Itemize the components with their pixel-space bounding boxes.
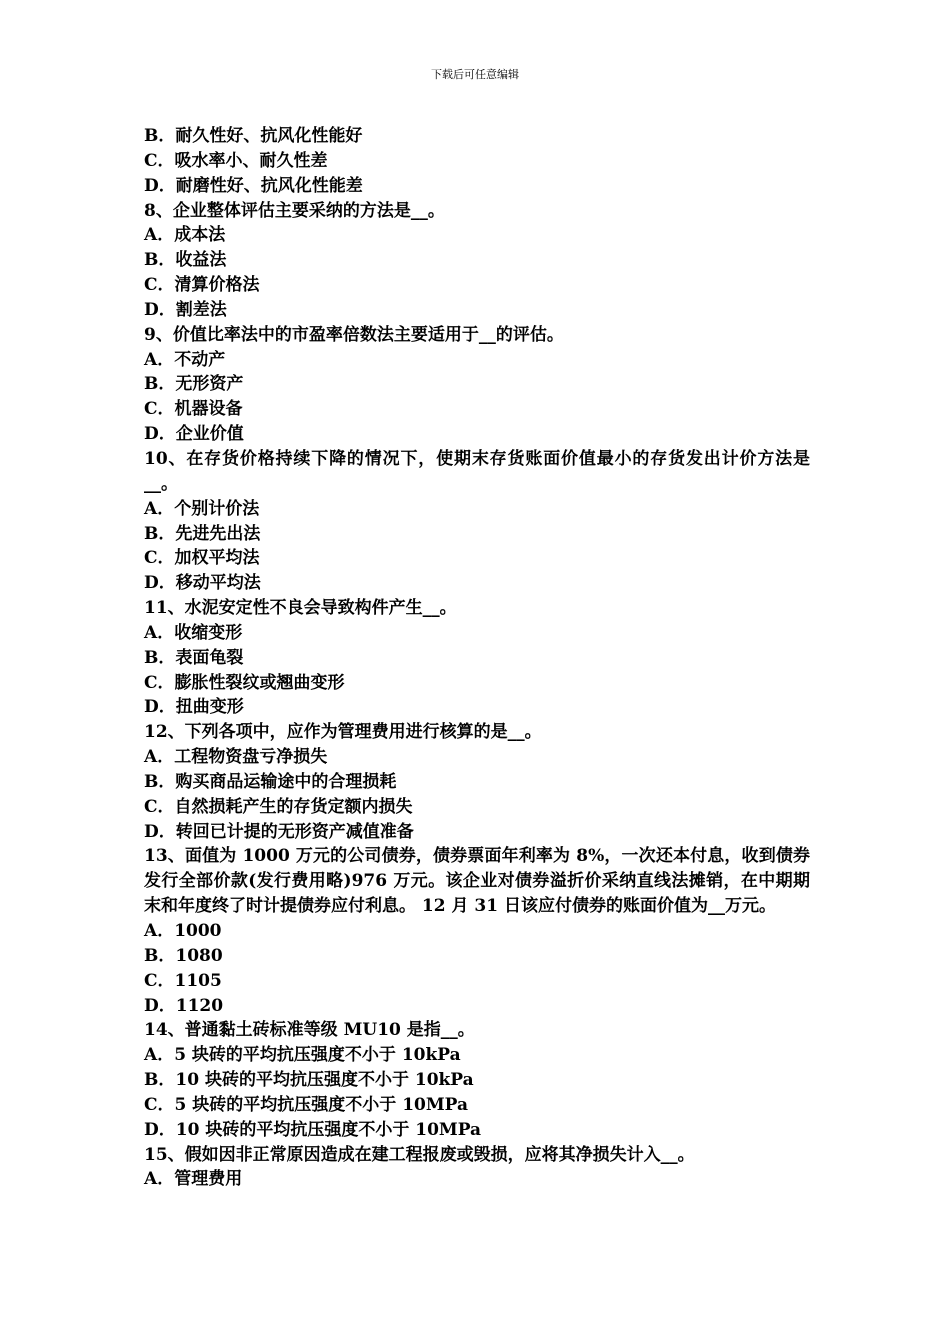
- question-10: 10、在存货价格持续下降的情况下，使期末存货账面价值最小的存货发出计价方法是__。: [144, 448, 810, 494]
- option-b: B．耐久性好、抗风化性能好: [144, 126, 363, 146]
- option-a: A．1000: [144, 921, 222, 941]
- option-c: C．清算价格法: [144, 275, 260, 296]
- option-c: C．1105: [144, 970, 222, 991]
- option-a: A．不动产: [144, 349, 226, 370]
- document-body: [144, 124, 810, 1192]
- option-d: D．企业价值: [144, 424, 244, 445]
- question-11: 11、水泥安定性不良会导致构件产生__。: [144, 598, 457, 619]
- option-d: D．10 块砖的平均抗压强度不小于 10MPa: [144, 1119, 482, 1140]
- option-d: D．移动平均法: [144, 573, 261, 594]
- option-d: D．转回已计提的无形资产减值准备: [144, 821, 414, 842]
- option-b: B．先进先出法: [144, 523, 261, 544]
- option-a: A．个别计价法: [144, 498, 260, 519]
- question-12: 12、下列各项中，应作为管理费用进行核算的是__。: [144, 722, 542, 743]
- option-c: C．吸水率小、耐久性差: [144, 150, 328, 171]
- option-c: C．自然损耗产生的存货定额内损失: [144, 796, 413, 817]
- option-b: B．购买商品运输途中的合理损耗: [144, 771, 397, 792]
- option-c: C．膨胀性裂纹或翘曲变形: [144, 672, 345, 693]
- question-15: 15、假如因非正常原因造成在建工程报废或毁损，应将其净损失计入__。: [144, 1144, 695, 1165]
- option-a: A．收缩变形: [144, 622, 243, 643]
- option-c: C．加权平均法: [144, 548, 260, 569]
- question-8: 8、企业整体评估主要采纳的方法是__。: [144, 200, 445, 221]
- option-d: D．1120: [144, 995, 224, 1016]
- option-a: A．5 块砖的平均抗压强度不小于 10kPa: [144, 1045, 461, 1066]
- option-a: A．成本法: [144, 225, 226, 246]
- option-b: B．1080: [144, 945, 223, 966]
- question-14: 14、普通黏土砖标准等级 MU10 是指__。: [144, 1020, 475, 1041]
- option-d: D．扭曲变形: [144, 697, 244, 718]
- option-b: B．10 块砖的平均抗压强度不小于 10kPa: [144, 1070, 474, 1091]
- question-13: 13、面值为 1000 万元的公司债券，债券票面年利率为 8%，一次还本付息，收到债券发行全部价款(发行费用略)976 万元。该企业对债券溢折价采纳直线法摊销，在中期期末和年度终了时计提债券应付利息。 12 月 31 日该应付债券的账面价值为__万元。: [144, 846, 810, 917]
- page-header: 下载后可任意编辑: [431, 68, 519, 81]
- option-b: B．表面龟裂: [144, 647, 244, 668]
- option-c: C．5 块砖的平均抗压强度不小于 10MPa: [144, 1094, 469, 1115]
- question-9: 9、价值比率法中的市盈率倍数法主要适用于__的评估。: [144, 324, 564, 345]
- option-b: B．无形资产: [144, 374, 244, 395]
- option-c: C．机器设备: [144, 399, 243, 420]
- option-a: A．管理费用: [144, 1169, 243, 1190]
- option-d: D．割差法: [144, 299, 227, 320]
- option-d: D．耐磨性好、抗风化性能差: [144, 175, 363, 196]
- option-b: B．收益法: [144, 250, 227, 271]
- option-a: A．工程物资盘亏净损失: [144, 747, 328, 768]
